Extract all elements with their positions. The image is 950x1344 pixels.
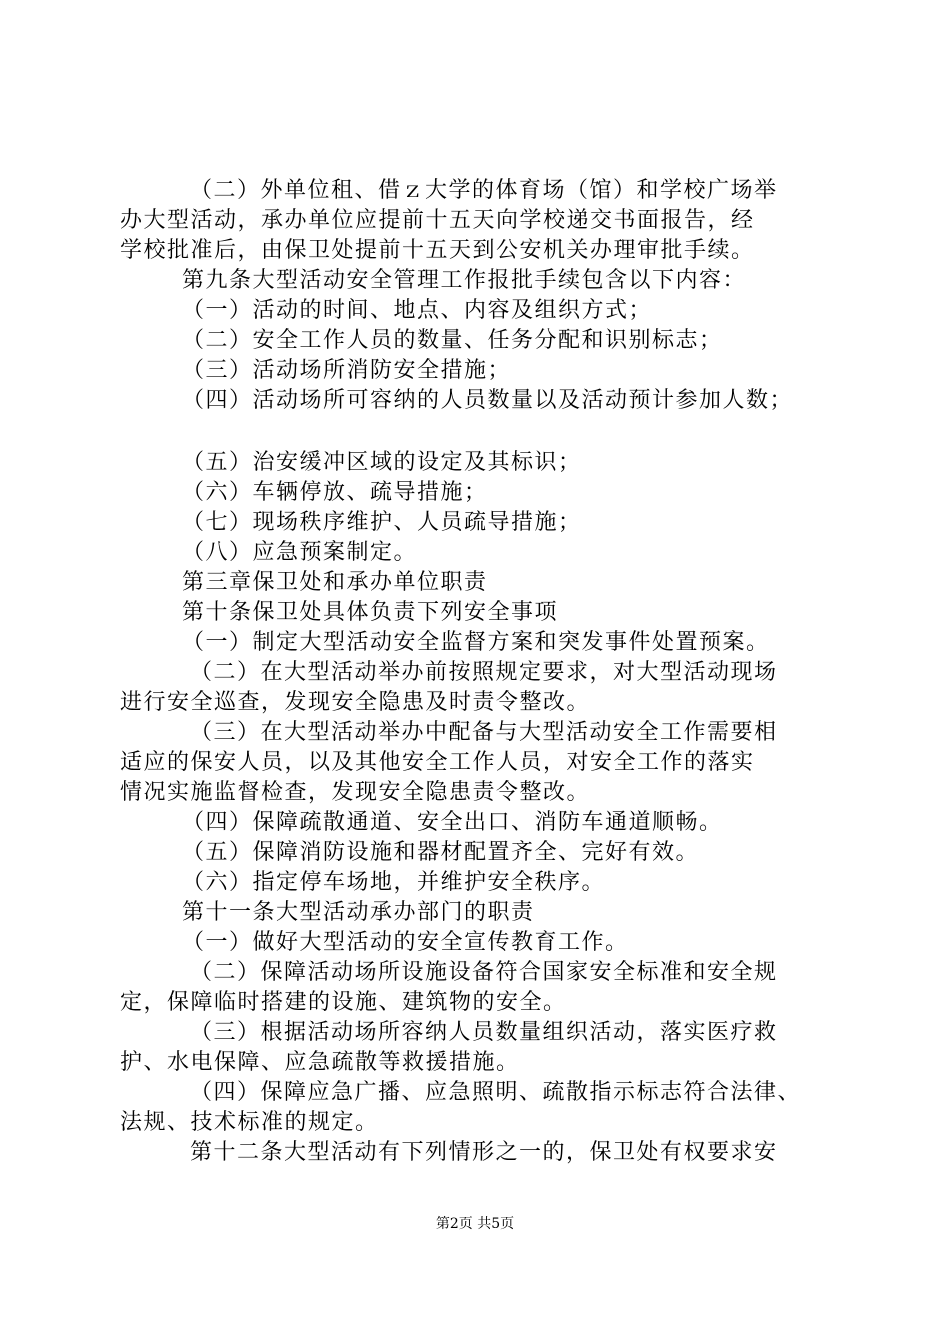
list-item: （三）在大型活动举办中配备与大型活动安全工作需要相 — [190, 720, 778, 745]
paragraph-line: 学校批准后，由保卫处提前十五天到公安机关办理审批手续。 — [120, 238, 755, 263]
paragraph-line: 法规、技术标准的规定。 — [120, 1110, 379, 1135]
list-item: （二）在大型活动举办前按照规定要求，对大型活动现场 — [190, 660, 778, 685]
list-item: （二）保障活动场所设施设备符合国家安全标准和安全规 — [190, 960, 778, 985]
list-item: （八）应急预案制定。 — [182, 540, 418, 565]
paragraph-line: （二）外单位租、借ｚ大学的体育场（馆）和学校广场举 — [190, 178, 778, 203]
list-item: （六）指定停车场地，并维护安全秩序。 — [182, 870, 606, 895]
list-item: （一）制定大型活动安全监督方案和突发事件处置预案。 — [182, 630, 770, 655]
article-heading: 第十二条大型活动有下列情形之一的，保卫处有权要求安 — [190, 1140, 778, 1165]
paragraph-line: 护、水电保障、应急疏散等救援措施。 — [120, 1050, 520, 1075]
paragraph-line: 适应的保安人员，以及其他安全工作人员，对安全工作的落实 — [120, 750, 755, 775]
paragraph-line: 定，保障临时搭建的设施、建筑物的安全。 — [120, 990, 567, 1015]
list-item: （三）根据活动场所容纳人员数量组织活动，落实医疗救 — [190, 1020, 778, 1045]
list-item: （二）安全工作人员的数量、任务分配和识别标志； — [182, 328, 723, 353]
paragraph-line: 情况实施监督检查，发现安全隐患责令整改。 — [120, 780, 591, 805]
article-heading: 第十条保卫处具体负责下列安全事项 — [182, 600, 559, 625]
blank-line — [120, 416, 840, 448]
paragraph-line: 办大型活动，承办单位应提前十五天向学校递交书面报告，经 — [120, 208, 755, 233]
article-heading: 第十一条大型活动承办部门的职责 — [182, 900, 535, 925]
list-item: （六）车辆停放、疏导措施； — [182, 480, 488, 505]
list-item: （三）活动场所消防安全措施； — [182, 358, 512, 383]
document-body — [120, 176, 840, 1168]
list-item: （一）活动的时间、地点、内容及组织方式； — [182, 298, 653, 323]
paragraph-line: 进行安全巡查，发现安全隐患及时责令整改。 — [120, 690, 591, 715]
chapter-heading: 第三章保卫处和承办单位职责 — [182, 570, 488, 595]
page-number-footer: 第2页 共5页 — [435, 1216, 515, 1232]
list-item: （一）做好大型活动的安全宣传教育工作。 — [182, 930, 629, 955]
list-item: （四）活动场所可容纳的人员数量以及活动预计参加人数； — [182, 388, 794, 413]
list-item: （五）保障消防设施和器材配置齐全、完好有效。 — [182, 840, 700, 865]
list-item: （四）保障应急广播、应急照明、疏散指示标志符合法律、 — [190, 1080, 802, 1105]
article-heading: 第九条大型活动安全管理工作报批手续包含以下内容： — [182, 268, 747, 293]
list-item: （五）治安缓冲区域的设定及其标识； — [182, 450, 582, 475]
list-item: （四）保障疏散通道、安全出口、消防车通道顺畅。 — [182, 810, 723, 835]
list-item: （七）现场秩序维护、人员疏导措施； — [182, 510, 582, 535]
